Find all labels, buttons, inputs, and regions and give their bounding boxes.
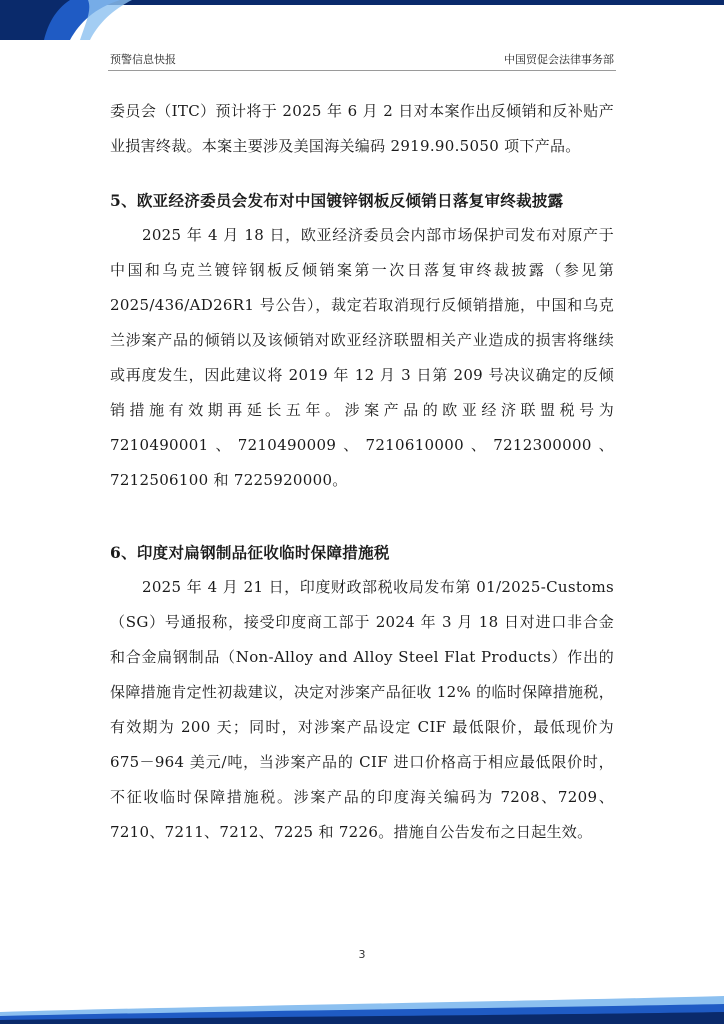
header-title-left: 预警信息快报 xyxy=(110,53,176,66)
section-5-paragraph: 2025 年 4 月 18 日，欧亚经济委员会内部市场保护司发布对原产于中国和乌克兰镀锌钢板反倾销案第一次日落复审终裁披露（参见第 2025/436/AD26R1 号公告），裁定若取消现行反倾销措施，中国和乌克兰涉案产品的倾销以及该倾销对欧亚经济联盟相关产业造成的损害将继续或再度发生，因此建议将 2019 年 12 月 3 日第 209 号决议确定的反倾销措施有效期再延长五年。涉案产品的欧亚经济联盟税号为 7210490001、7210490009、7210610000、7212300000、7212506100 和 7225920000。 xyxy=(110,226,614,489)
intro-paragraph: 委员会（ITC）预计将于 2025 年 6 月 2 日对本案作出反倾销和反补贴产业损害终裁。本案主要涉及美国海关编码 2919.90.5050 项下产品。 xyxy=(110,102,614,155)
footer-decoration xyxy=(0,992,724,1024)
page-number: 3 xyxy=(358,948,366,961)
section-6-paragraph: 2025 年 4 月 21 日，印度财政部税收局发布第 01/2025-Customs（SG）号通报称，接受印度商工部于 2024 年 3 月 18 日对进口非合金和合金扁钢制品（Non-Alloy and Alloy Steel Flat Products）作出的保障措施肯定性初裁建议，决定对涉案产品征收 12% 的临时保障措施税，有效期为 200 天；同时，对涉案产品设定 CIF 最低限价，最低现价为 675－964 美元/吨，当涉案产品的 CIF 进口价格高于相应最低限价时，不征收临时保障措施税。涉案产品的印度海关编码为 7208、7209、7210、7211、7212、7225 和 7226。措施自公告发布之日起生效。 xyxy=(110,578,614,841)
document-body xyxy=(110,94,614,850)
section-5-heading: 5、欧亚经济委员会发布对中国镀锌钢板反倾销日落复审终裁披露 xyxy=(110,191,564,210)
header-title-right: 中国贸促会法律事务部 xyxy=(504,53,614,66)
header-decoration xyxy=(0,0,724,40)
header-divider xyxy=(108,70,616,71)
section-6-heading: 6、印度对扁钢制品征收临时保障措施税 xyxy=(110,543,390,562)
